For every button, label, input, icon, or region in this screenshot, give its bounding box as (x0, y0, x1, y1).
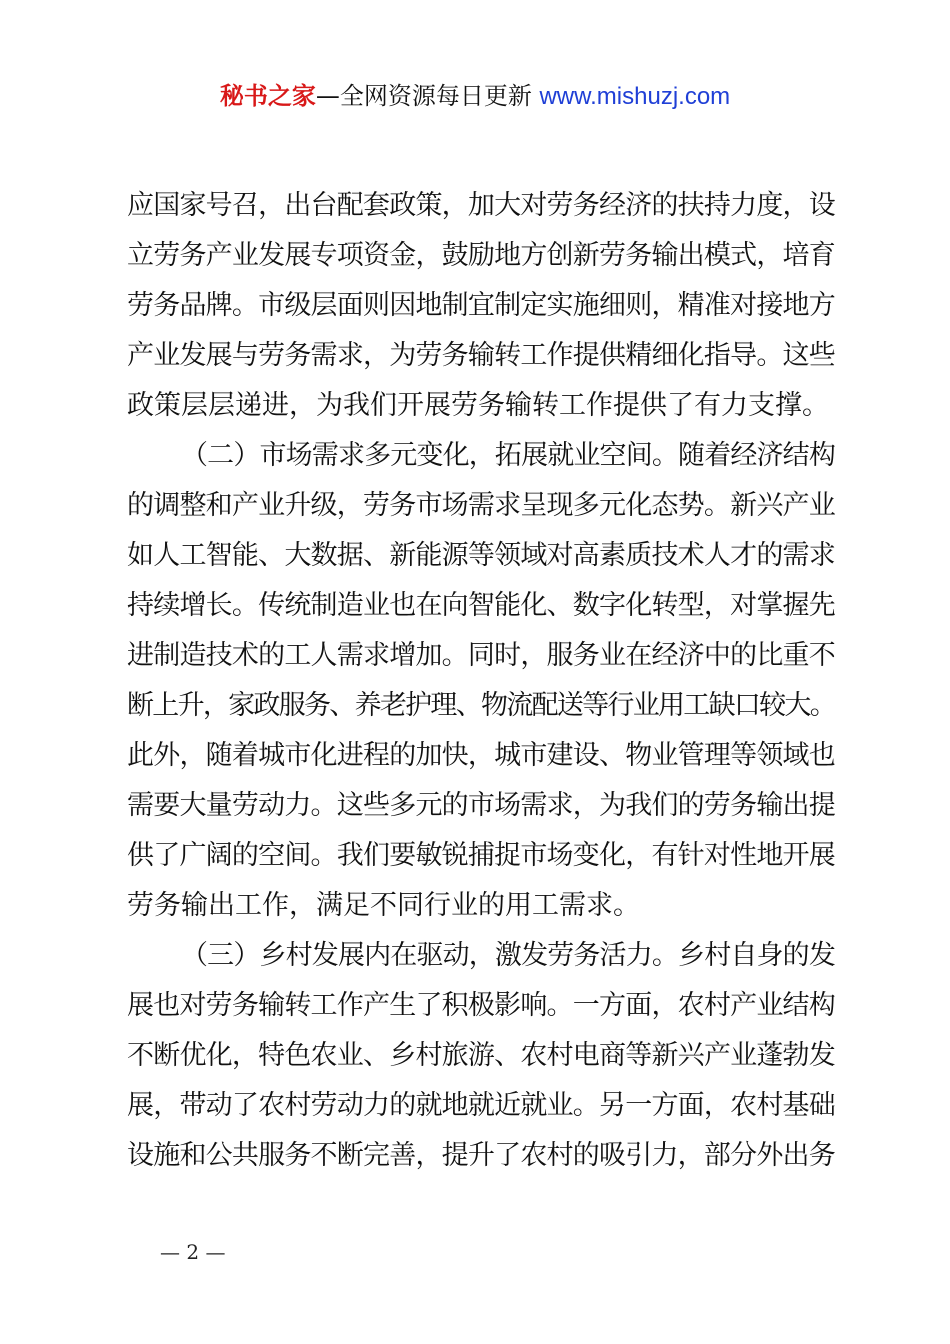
text-line: 需要大量劳动力。这些多元的市场需求，为我们的劳务输出提 (127, 790, 835, 821)
text-line: 产业发展与劳务需求，为劳务输转工作提供精细化指导。这些 (127, 340, 835, 371)
text-line: 断上升，家政服务、养老护理、物流配送等行业用工缺口较大。 (127, 690, 835, 721)
page-number: — 2 — (160, 1240, 226, 1264)
text-line: 如人工智能、大数据、新能源等领域对高素质技术人才的需求 (127, 540, 835, 571)
text-line: 的调整和产业升级，劳务市场需求呈现多元化态势。新兴产业 (127, 490, 835, 521)
text-line: 政策层层递进，为我们开展劳务输转工作提供了有力支撑。 (127, 390, 829, 421)
document-body (127, 181, 835, 1181)
site-header (0, 78, 950, 115)
text-line: 立劳务产业发展专项资金，鼓励地方创新劳务输出模式，培育 (127, 240, 835, 271)
site-url-link[interactable]: www.mishuzj.com (539, 83, 731, 110)
paragraph-heading-3: （三）乡村发展内在驱动，激发劳务活力。乡村自身的发 (181, 940, 835, 971)
text-line: 设施和公共服务不断完善，提升了农村的吸引力，部分外出务 (127, 1140, 835, 1171)
text-line: 展，带动了农村劳动力的就地就近就业。另一方面，农村基础 (127, 1090, 835, 1121)
text-line: 持续增长。传统制造业也在向智能化、数字化转型，对掌握先 (127, 590, 835, 621)
site-tagline: —全网资源每日更新 (315, 82, 540, 110)
text-line: 不断优化，特色农业、乡村旅游、农村电商等新兴产业蓬勃发 (127, 1040, 835, 1071)
paragraph-heading-2: （二）市场需求多元变化，拓展就业空间。随着经济结构 (181, 440, 835, 471)
site-brand: 秘书之家 (219, 82, 316, 110)
text-line: 进制造技术的工人需求增加。同时，服务业在经济中的比重不 (127, 640, 835, 671)
text-line: 供了广阔的空间。我们要敏锐捕捉市场变化，有针对性地开展 (127, 840, 835, 871)
text-line: 此外，随着城市化进程的加快，城市建设、物业管理等领域也 (127, 740, 835, 771)
text-line: 应国家号召，出台配套政策，加大对劳务经济的扶持力度，设 (127, 190, 835, 221)
text-line: 劳务品牌。市级层面则因地制宜制定实施细则，精准对接地方 (127, 290, 835, 321)
text-line: 劳务输出工作，满足不同行业的用工需求。 (127, 890, 640, 921)
text-line: 展也对劳务输转工作产生了积极影响。一方面，农村产业结构 (127, 990, 835, 1021)
